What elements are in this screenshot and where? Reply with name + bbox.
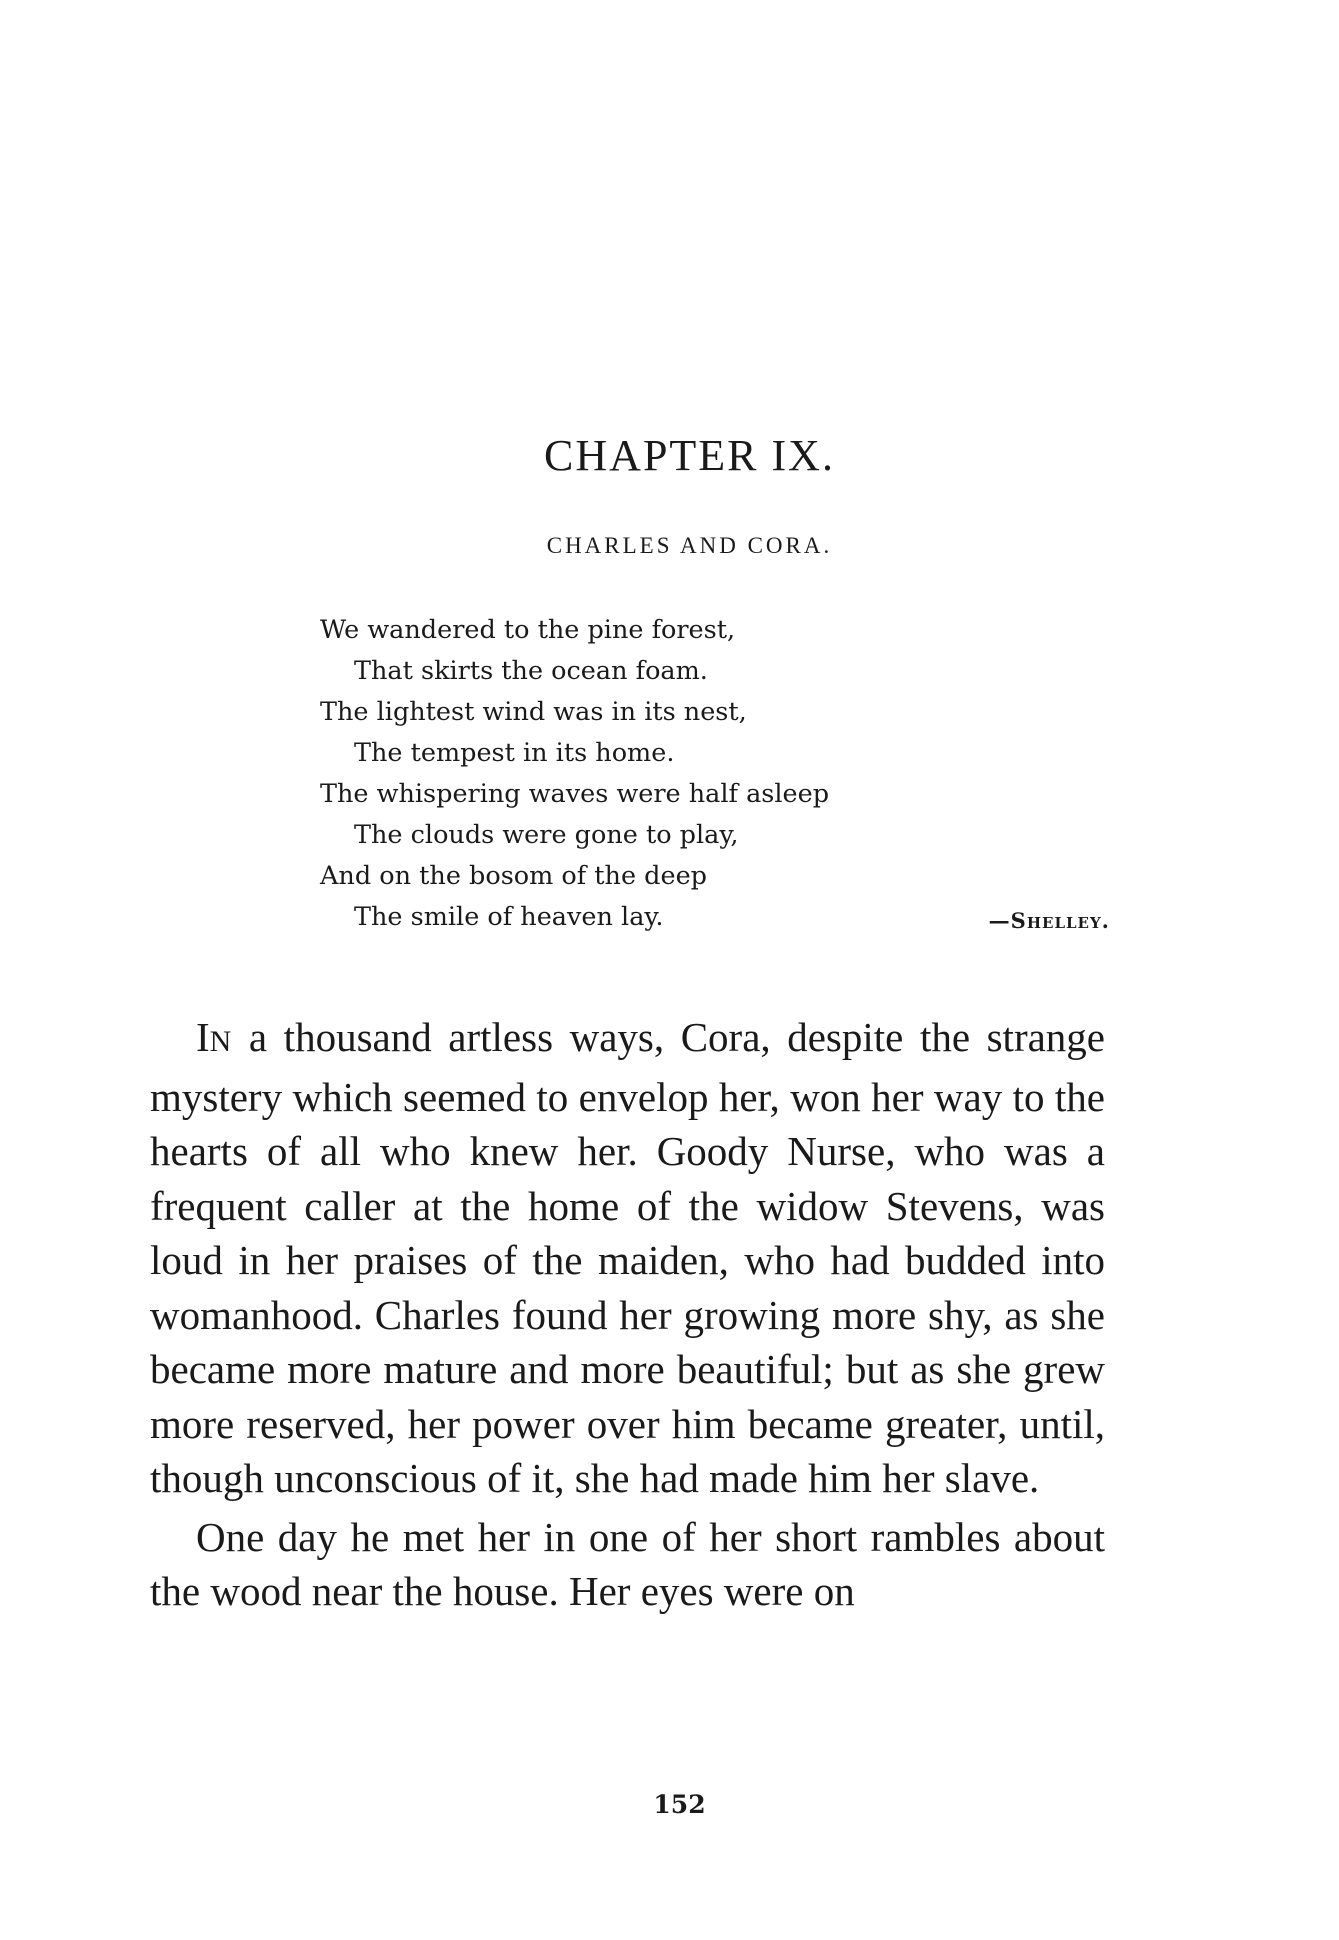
epigraph-attribution: —Shelley. (988, 908, 1110, 933)
epigraph-line: And on the bosom of the deep (320, 861, 708, 891)
lead-initial: I (196, 1014, 210, 1060)
drop-lead (196, 1014, 232, 1060)
chapter-title: CHAPTER IX. (544, 431, 835, 480)
epigraph-line: That skirts the ocean foam. (354, 656, 708, 686)
paragraph-text: a thousand artless ways, Cora, despite the strange mystery which seemed to envelop her, won her way to the hearts of all who knew her. Goody Nurse, who was a frequent caller at the home of the widow Stevens, was loud in her praises of the maiden, who had budded into womanhood. Charles found her growing more shy, as she became more mature and more beautiful; but as she grew more reserved, her power over him became greater, until, though unconscious of it, she had made him her slave. (150, 1014, 1105, 1501)
paragraph (150, 1010, 1105, 1506)
epigraph-line: The lightest wind was in its nest, (320, 697, 747, 727)
paragraph-text: One day he met her in one of her short rambles about the wood near the house. Her eyes were on (150, 1513, 1105, 1614)
epigraph (320, 610, 1080, 938)
body-text (150, 1010, 1105, 1619)
page-number: 152 (653, 1790, 706, 1819)
paragraph (150, 1510, 1105, 1619)
chapter-subtitle: CHARLES AND CORA. (546, 533, 833, 558)
lead-smallcap: N (209, 1025, 233, 1058)
epigraph-line: The clouds were gone to play, (354, 820, 739, 850)
epigraph-line: We wandered to the pine forest, (320, 615, 736, 645)
epigraph-line: The whispering waves were half asleep (320, 779, 830, 809)
epigraph-line: The smile of heaven lay. (354, 902, 664, 932)
epigraph-line: The tempest in its home. (354, 738, 675, 768)
